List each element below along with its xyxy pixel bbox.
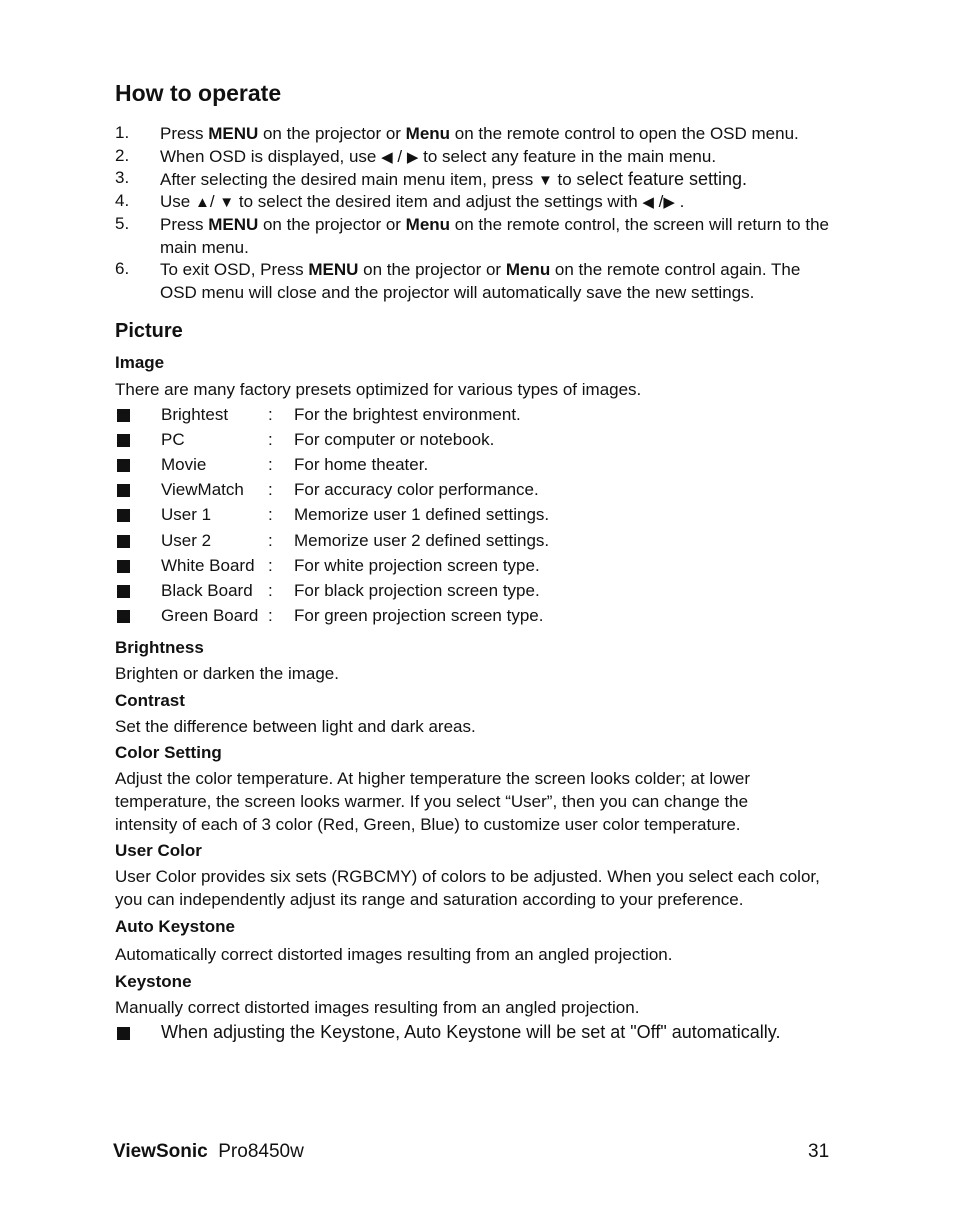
- brightness-text: Brighten or darken the image.: [115, 664, 339, 683]
- bullet-icon: [117, 509, 130, 522]
- preset-name: ViewMatch: [161, 480, 244, 500]
- preset-name: Movie: [161, 455, 207, 475]
- preset-colon: :: [268, 455, 273, 475]
- down-arrow-icon: ▼: [219, 194, 235, 211]
- image-intro: There are many factory presets optimized for various types of images.: [115, 380, 642, 399]
- section-heading-picture: Picture: [115, 320, 183, 342]
- preset-description: For the brightest environment.: [294, 405, 521, 424]
- subheading-color-setting: Color Setting: [115, 743, 222, 762]
- preset-description: For white projection screen type.: [294, 555, 540, 575]
- subheading-brightness: Brightness: [115, 638, 204, 657]
- preset-colon: :: [268, 430, 273, 450]
- preset-name: User 1: [161, 505, 212, 525]
- preset-colon: :: [268, 530, 273, 550]
- subheading-auto-keystone: Auto Keystone: [115, 917, 235, 936]
- preset-description: Memorize user 2 defined settings.: [294, 530, 550, 550]
- down-arrow-icon: ▼: [537, 172, 553, 189]
- preset-name: Brightest: [161, 405, 229, 424]
- preset-name: Green Board: [161, 605, 259, 625]
- contrast-text: Set the difference between light and dark areas.: [115, 717, 476, 736]
- page-title: How to operate: [115, 80, 282, 106]
- preset-name: White Board: [161, 555, 255, 575]
- preset-colon: :: [268, 580, 273, 600]
- bullet-icon: [117, 585, 130, 598]
- preset-name: Black Board: [161, 580, 253, 600]
- left-arrow-icon: ◀: [642, 194, 654, 211]
- right-arrow-icon: ▶: [663, 194, 675, 211]
- bullet-icon: [117, 459, 130, 472]
- page-number: 31: [808, 1141, 830, 1162]
- bullet-icon: [117, 434, 130, 447]
- subheading-contrast: Contrast: [115, 691, 185, 710]
- preset-colon: :: [268, 555, 273, 575]
- keystone-note: When adjusting the Keystone, Auto Keystone will be set at "Off" automatically.: [161, 1022, 781, 1042]
- preset-description: For home theater.: [294, 455, 429, 475]
- keystone-text: Manually correct distorted images resulting from an angled projection.: [115, 998, 640, 1017]
- bullet-icon: [117, 560, 130, 573]
- user-color-text: User Color provides six sets (RGBCMY) of colors to be adjusted. When you select each color, you can independently adjust its range and saturation according to your preference.: [115, 867, 820, 909]
- preset-description: For computer or notebook.: [294, 430, 495, 450]
- preset-description: For accuracy color performance.: [294, 480, 539, 500]
- bullet-icon: [117, 409, 130, 422]
- preset-colon: :: [268, 505, 273, 525]
- subheading-image: Image: [115, 353, 165, 372]
- left-arrow-icon: ◀: [381, 149, 393, 166]
- bullet-icon: [117, 1027, 130, 1040]
- preset-colon: :: [268, 405, 273, 424]
- preset-description: For green projection screen type.: [294, 605, 544, 625]
- color-setting-text: Adjust the color temperature. At higher temperature the screen looks colder; at lower temperature, the screen looks warmer. If you select “User”, then you can change the intensity of each of 3 color (Red, Green, Blue) to customize user color temperature.: [115, 769, 750, 834]
- bullet-icon: [117, 610, 130, 623]
- footer-brand: ViewSonic Pro8450w: [113, 1141, 304, 1162]
- subheading-keystone: Keystone: [115, 972, 192, 991]
- preset-description: Memorize user 1 defined settings.: [294, 505, 550, 525]
- preset-description: For black projection screen type.: [294, 580, 540, 600]
- subheading-user-color: User Color: [115, 841, 202, 860]
- up-arrow-icon: ▲: [194, 194, 210, 211]
- bullet-icon: [117, 484, 130, 497]
- preset-name: User 2: [161, 530, 212, 550]
- bullet-icon: [117, 535, 130, 548]
- preset-colon: :: [268, 605, 273, 625]
- preset-name: PC: [161, 430, 185, 450]
- preset-colon: :: [268, 480, 273, 500]
- auto-keystone-text: Automatically correct distorted images resulting from an angled projection.: [115, 945, 673, 964]
- right-arrow-icon: ▶: [406, 149, 419, 166]
